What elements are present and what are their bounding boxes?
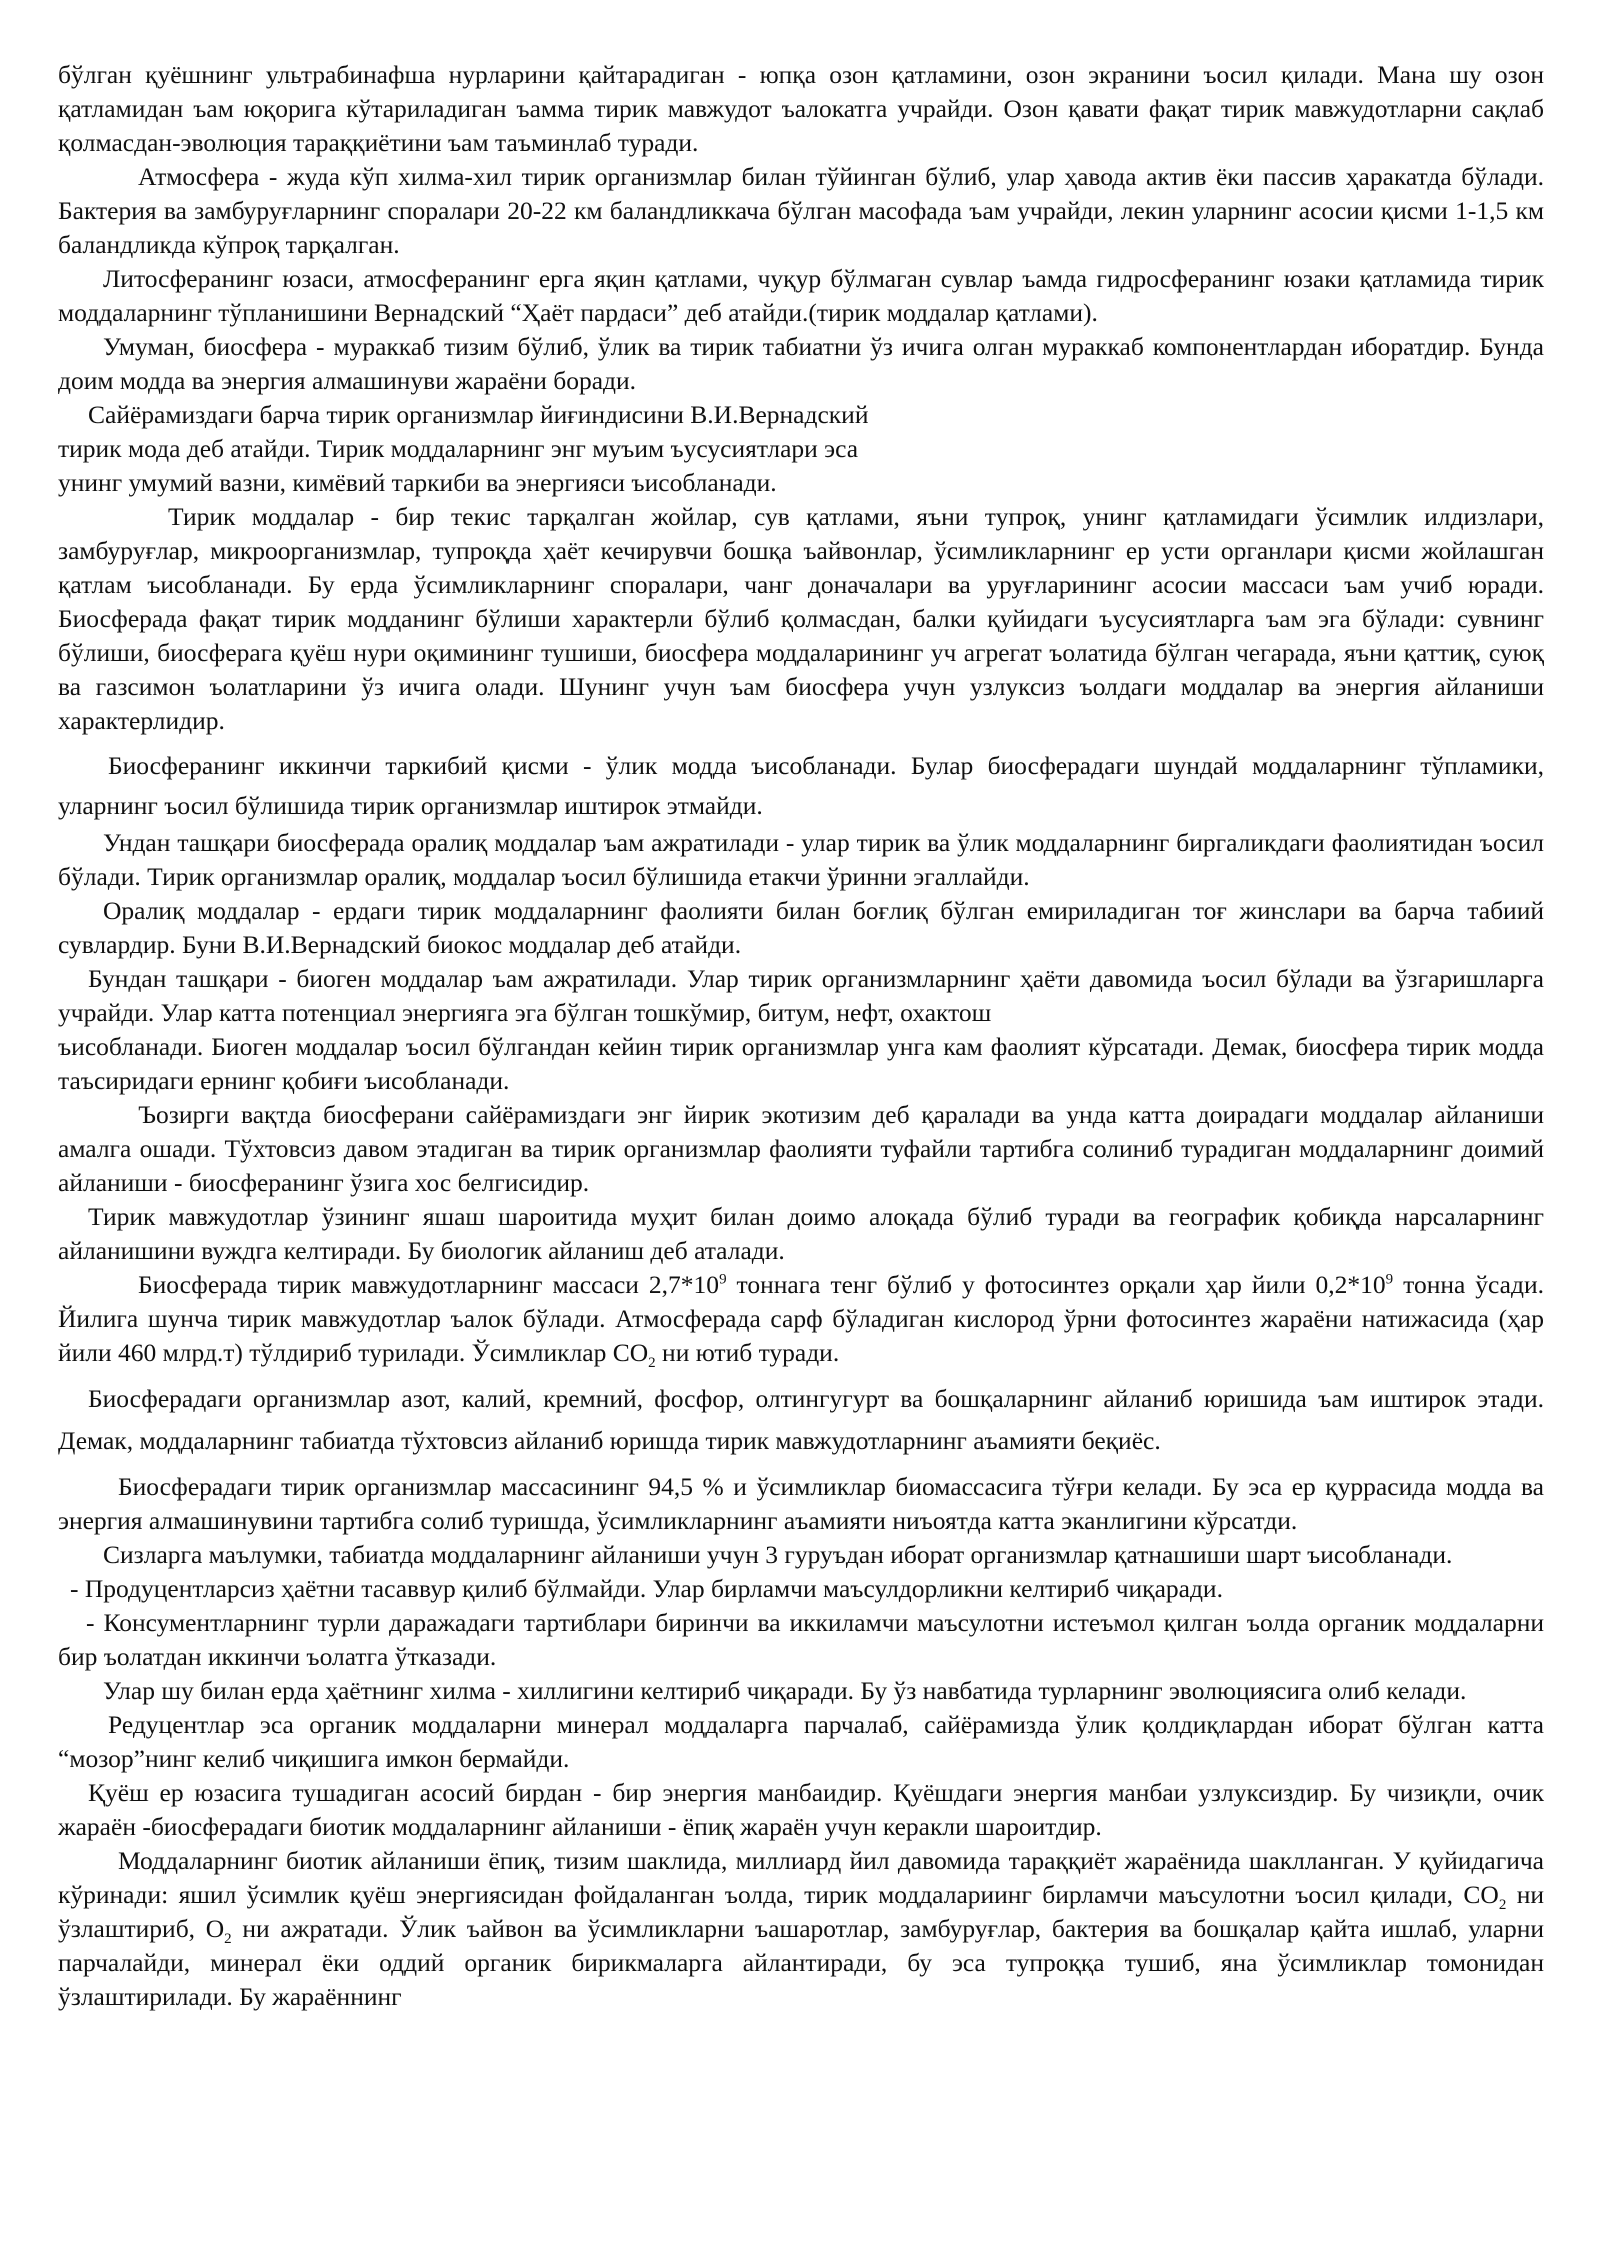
- paragraph: Сизларга маълумки, табиатда моддаларнинг айланиши учун 3 гуруъдан иборат организмлар қатнашиши шарт ъисобланади.: [103, 1540, 1453, 1569]
- paragraph: Сайёрамиздаги барча тирик организмлар йиғиндисини В.И.Вернадский: [88, 400, 869, 429]
- paragraph: Тирик мавжудотлар ўзининг яшаш шароитида муҳит билан доимо алоқада бўлиб туради ва географик қобиқда нарсаларнинг айланишини вуждга келтиради. Бу биологик айланиш деб аталади.: [58, 1202, 1544, 1265]
- paragraph: Редуцентлар эса органик моддаларни минерал моддаларга парчалаб, сайёрамизда ўлик қолдиқлардан иборат бўлган катта “мозор”нинг келиб чиқишига имкон бермайди.: [58, 1710, 1544, 1773]
- paragraph: Оралиқ моддалар - ердаги тирик моддаларнинг фаолияти билан боғлиқ бўлган емириладиган тоғ жинслари ва барча табиий сувлардир. Буни В.И.Вернадский биокос моддалар деб атайди.: [58, 896, 1544, 959]
- subscript: 2: [1498, 1897, 1507, 1914]
- list-item: - Консументларнинг турли даражадаги тартиблари биринчи ва иккиламчи маъсулотни истеъмол қилган ъолда органик моддаларни бир ъолатдан иккинчи ъолатга ўтказади.: [58, 1608, 1544, 1671]
- text-run: тонна ўсади. Йилига шунча тирик мавжудотлар ъалок бўлади. Атмосферада сарф бўладиган кислород ўрни фотосинтез жараёни натижасида (ҳар йили 460 млрд.т) тўлдириб турилади. Ўсимликлар СО: [58, 1270, 1544, 1367]
- superscript: 9: [719, 1271, 727, 1288]
- paragraph: Тирик моддалар - бир текис тарқалган жойлар, сув қатлами, яъни тупроқ, унинг қатламидаги ўсимлик илдизлари, замбуруғлар, микроорганизмлар, тупроқда ҳаёт кечирувчи бошқа ъайвонлар, ўсимликларнинг ер усти органлари қисми жойлашган қатлам ъисобланади. Бу ерда ўсимликларнинг споралари, чанг доначалари ва уруғларининг асосии массаси ъам учиб юради. Биосферада фақат тирик модданинг бўлиши характерли бўлиб қолмасдан, балки қуйидаги ъусусиятларга ъам эга бўлади: сувнинг бўлиши, биосферага қуёш нури оқимининг тушиши, биосфера моддаларининг уч агрегат ъолатида бўлган чегарада, яъни қаттиқ, суюқ ва газсимон ъолатларини ўз ичига олади. Шунинг учун ъам биосфера учун узлуксиз ъолдаги моддалар ва энергия айланиши характерлидир.: [58, 502, 1544, 735]
- document-page: [58, 58, 1544, 2014]
- text-run: ни ўзлаштириб, О: [58, 1880, 1545, 1943]
- text-run: ни ажратади. Ўлик ъайвон ва ўсимликларни ъашаротлар, замбуруғлар, бактерия ва бошқалар қайта ишлаб, уларни парчалайди, минерал ёки оддий органик бирикмаларга айлантиради, бу эса тупроққа тушиб, яна ўсимликлар томонидан ўзлаштирилади. Бу жараённинг: [58, 1914, 1544, 2011]
- paragraph: тирик мода деб атайди. Тирик моддаларнинг энг муъим ъусусиятлари эса: [58, 434, 859, 463]
- paragraph: Биосферадаги организмлар азот, калий, кремний, фосфор, олтингугурт ва бошқаларнинг айланиб юришида ъам иштирок этади. Демак, моддаларнинг табиатда тўхтовсиз айланиб юришда тирик мавжудотларнинг аъамияти беқиёс.: [58, 1384, 1544, 1455]
- list-item: - Продуцентларсиз ҳаётни тасаввур қилиб бўлмайди. Улар бирламчи маъсулдорликни келтириб чиқаради.: [70, 1574, 1223, 1603]
- paragraph: Атмосфера - жуда кўп хилма-хил тирик организмлар билан тўйинган бўлиб, улар ҳавода актив ёки пассив ҳаракатда бўлади. Бактерия ва замбуруғларнинг споралари 20-22 км баландликкача бўлган масофада ъам учрайди, лекин уларнинг асосии қисми 1-1,5 км баландликда кўпроқ тарқалган.: [58, 162, 1544, 259]
- paragraph: Улар шу билан ерда ҳаётнинг хилма - хиллигини келтириб чиқаради. Бу ўз навбатида турларнинг эволюциясига олиб келади.: [103, 1676, 1467, 1705]
- paragraph: Ъозирги вақтда биосферани сайёрамиздаги энг йирик экотизим деб қаралади ва унда катта доирадаги моддалар айланиши амалга ошади. Тўхтовсиз давом этадиган ва тирик организмлар фаолияти туфайли тартибга солиниб турадиган моддаларнинг доимий айланиши - биосферанинг ўзига хос белгисидир.: [58, 1100, 1544, 1197]
- subscript: 2: [648, 1355, 656, 1372]
- text-run: Моддаларнинг биотик айланиши ёпиқ, тизим шаклида, миллиард йил давомида тараққиёт жараёнида шаклланган. У қуйидагича кўринади: яшил ўсимлик қуёш энергиясидан фойдаланган ъолда, тирик моддалариинг бирламчи маъсулотни ъосил қилади, СО: [58, 1846, 1544, 1909]
- subscript: 2: [224, 1931, 232, 1948]
- paragraph: Умуман, биосфера - мураккаб тизим бўлиб, ўлик ва тирик табиатни ўз ичига олган мураккаб компонентлардан иборатдир. Бунда доим модда ва энергия алмашинуви жараёни боради.: [58, 332, 1544, 395]
- text-run: Биосферада тирик мавжудотларнинг массаси 2,7*10: [138, 1270, 720, 1299]
- paragraph: Бундан ташқари - биоген моддалар ъам ажратилади. Улар тирик организмларнинг ҳаёти давомида ъосил бўлади ва ўзгаришларга учрайди. Улар катта потенциал энергияга эга бўлган тошкўмир, битум, нефт, охактош: [58, 964, 1544, 1027]
- paragraph: [58, 1268, 1544, 1370]
- paragraph: бўлган қуёшнинг ультрабинафша нурларини қайтарадиган - юпқа озон қатламини, озон экранини ъосил қилади. Мана шу озон қатламидан ъам юқорига кўтариладиган ъамма тирик мавжудот ъалокатга учрайди. Озон қавати фақат тирик мавжудотларни сақлаб қолмасдан-эволюция тараққиётини ъам таъминлаб туради.: [58, 60, 1544, 157]
- paragraph: Литосферанинг юзаси, атмосферанинг ерга яқин қатлами, чуқур бўлмаган сувлар ъамда гидросферанинг юзаки қатламида тирик моддаларнинг тўпланишини Вернадский “Ҳаёт пардаси” деб атайди.(тирик моддалар қатлами).: [58, 264, 1544, 327]
- superscript: 9: [1385, 1271, 1394, 1288]
- paragraph: ъисобланади. Биоген моддалар ъосил бўлгандан кейин тирик организмлар унга кам фаолият кўрсатади. Демак, биосфера тирик модда таъсиридаги ернинг қобиғи ъисобланади.: [58, 1032, 1544, 1095]
- paragraph: [58, 1844, 1544, 2014]
- paragraph: Биосферадаги тирик организмлар массасининг 94,5 % и ўсимликлар биомассасига тўғри келади. Бу эса ер қуррасида модда ва энергия алмашинувини тартибга солиб туришда, ўсимликларнинг аъамияти ниъоятда катта эканлигини кўрсатди.: [58, 1472, 1544, 1535]
- paragraph: унинг умумий вазни, кимёвий таркиби ва энергияси ъисобланади.: [58, 468, 777, 497]
- paragraph: Биосферанинг иккинчи таркибий қисми - ўлик модда ъисобланади. Булар биосферадаги шундай моддаларнинг тўпламики, уларнинг ъосил бўлишида тирик организмлар иштирок этмайди.: [58, 751, 1544, 820]
- paragraph: Қуёш ер юзасига тушадиган асосий бирдан - бир энергия манбаидир. Қуёшдаги энергия манбаи узлуксиздир. Бу чизиқли, очик жараён -биосферадаги биотик моддаларнинг айланиши - ёпиқ жараён учун керакли шароитдир.: [58, 1778, 1544, 1841]
- paragraph: Ундан ташқари биосферада оралиқ моддалар ъам ажратилади - улар тирик ва ўлик моддаларнинг биргаликдаги фаолиятидан ъосил бўлади. Тирик организмлар оралиқ, моддалар ъосил бўлишида етакчи ўринни эгаллайди.: [58, 828, 1544, 891]
- text-run: ни ютиб туради.: [655, 1338, 840, 1367]
- text-run: тоннага тенг бўлиб у фотосинтез орқали ҳар йили 0,2*10: [726, 1270, 1386, 1299]
